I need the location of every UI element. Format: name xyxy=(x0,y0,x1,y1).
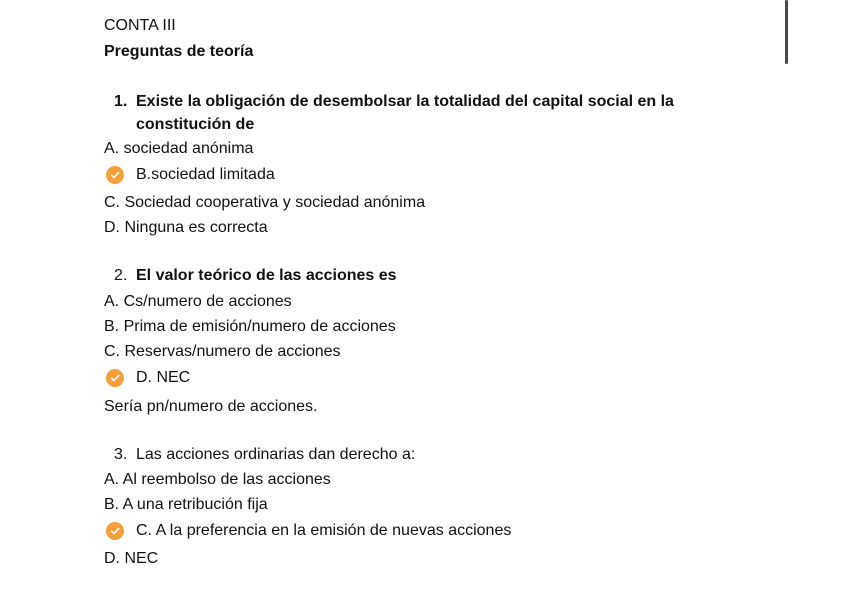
q2-option-d: D. NEC xyxy=(136,369,191,386)
q3-option-a: A. Al reembolso de las acciones xyxy=(104,471,331,488)
question-2-number: 2. xyxy=(114,267,128,284)
q1-option-b: B.sociedad limitada xyxy=(136,166,275,183)
question-1-number: 1. xyxy=(114,93,128,110)
q2-option-a: A. Cs/numero de acciones xyxy=(104,293,292,310)
check-icon xyxy=(106,166,124,184)
question-3-text: Las acciones ordinarias dan derecho a: xyxy=(136,446,416,463)
check-icon xyxy=(106,369,124,387)
doc-title: CONTA III xyxy=(104,17,176,34)
q1-option-c: C. Sociedad cooperativa y sociedad anónima xyxy=(104,194,426,211)
question-2-text: El valor teórico de las acciones es xyxy=(136,267,397,284)
q1-option-a: A. sociedad anónima xyxy=(104,140,254,157)
doc-subtitle: Preguntas de teoría xyxy=(104,43,254,60)
q3-option-d: D. NEC xyxy=(104,550,159,567)
q1-option-d: D. Ninguna es correcta xyxy=(104,219,268,236)
q3-option-c: C. A la preferencia en la emisión de nuevas acciones xyxy=(136,522,512,539)
q2-note: Sería pn/numero de acciones. xyxy=(104,398,318,415)
question-1-text-line1: Existe la obligación de desembolsar la totalidad del capital social en la xyxy=(136,93,674,110)
q2-option-b: B. Prima de emisión/numero de acciones xyxy=(104,318,396,335)
scrollbar[interactable] xyxy=(785,0,788,64)
q3-option-b: B. A una retribución fija xyxy=(104,496,268,513)
q2-option-c: C. Reservas/numero de acciones xyxy=(104,343,341,360)
check-icon xyxy=(106,522,124,540)
question-1-text-line2: constitución de xyxy=(136,116,255,133)
question-3-number: 3. xyxy=(114,446,128,463)
